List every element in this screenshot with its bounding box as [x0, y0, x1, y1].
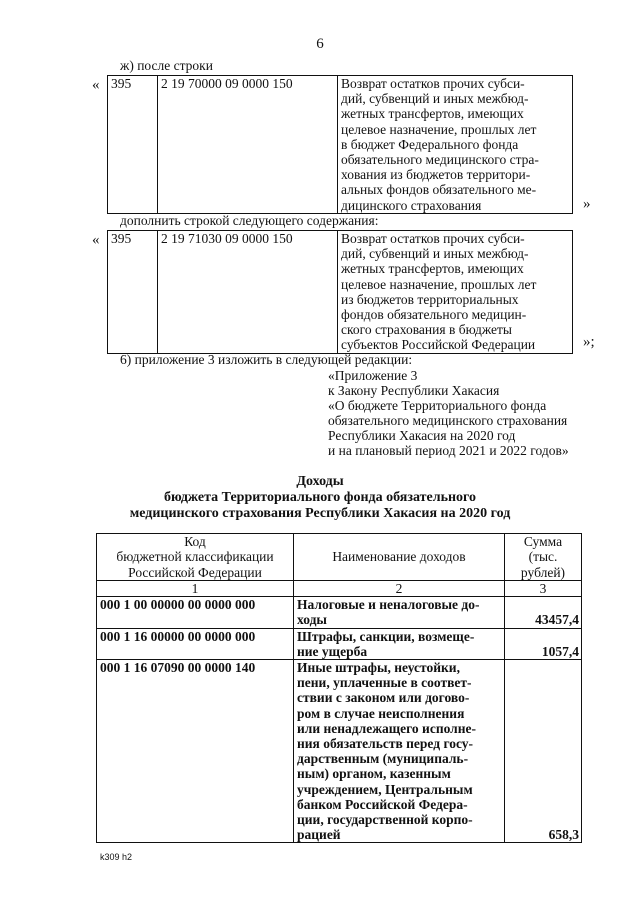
header-name: Наименование доходов	[294, 534, 505, 581]
table-row	[97, 660, 582, 843]
table-header-row	[97, 534, 582, 581]
table-row	[97, 597, 582, 628]
header-code: Код бюджетной классификации Российской Федерации	[97, 534, 294, 581]
row-code: 395	[108, 76, 158, 214]
col-number: 1	[97, 581, 294, 597]
row-amount: 43457,4	[505, 597, 582, 628]
open-quote: «	[92, 232, 100, 248]
row-name: Возврат остатков прочих субси- дий, субвенций и иных межбюд- жетных трансфертов, имеющих целевое назначение, прошлых лет в бюджет Федерального фонда обязательного медицинского стра- хования из бюджетов территори- альных фондов обязательного ме- дицинского страхования	[338, 76, 573, 214]
row-kbk: 2 19 70000 09 0000 150	[158, 76, 338, 214]
income-table	[96, 533, 582, 843]
row-name: Штрафы, санкции, возмеще- ние ущерба	[294, 628, 505, 659]
col-number: 3	[505, 581, 582, 597]
item-6: 6) приложение 3 изложить в следующей редакции:	[120, 352, 413, 367]
item-zh: ж) после строки	[120, 58, 213, 73]
row-name: Налоговые и неналоговые до- ходы	[294, 597, 505, 628]
footer-code: k309 h2	[100, 852, 133, 862]
column-number-row	[97, 581, 582, 597]
appendix-header: «Приложение 3 к Закону Республики Хакасия «О бюджете Территориального фонда обязательного медицинского страхования Республики Хакасия на 2020 год и на плановый период 2021 и 2022 годов»	[328, 368, 569, 458]
open-quote: «	[92, 77, 100, 93]
row-name: Иные штрафы, неустойки, пени, уплаченные в соответ- ствии с законом или догово- ром в случае неисполнения или ненадлежащего исполне- ния обязательств перед госу- дарственным (муниципаль- ным) органом, казенным учреждением, Центральным банком Российской Федера- ции, государственной корпо- рацией	[294, 660, 505, 843]
page-number: 6	[316, 36, 324, 52]
add-row-text: дополнить строкой следующего содержания:	[120, 213, 379, 228]
header-amount: Сумма (тыс. рублей)	[505, 534, 582, 581]
amendment-row-new	[107, 230, 573, 354]
row-code: 000 1 16 00000 00 0000 000	[97, 628, 294, 659]
col-number: 2	[294, 581, 505, 597]
close-quote: »;	[583, 334, 595, 350]
row-kbk: 2 19 71030 09 0000 150	[158, 231, 338, 354]
amendment-row-old	[107, 75, 573, 214]
row-amount: 658,3	[505, 660, 582, 843]
row-code: 000 1 00 00000 00 0000 000	[97, 597, 294, 628]
row-amount: 1057,4	[505, 628, 582, 659]
close-quote: »	[583, 196, 591, 212]
row-code: 000 1 16 07090 00 0000 140	[97, 660, 294, 843]
table-row	[97, 628, 582, 659]
row-code: 395	[108, 231, 158, 354]
row-name: Возврат остатков прочих субси- дий, субвенций и иных межбюд- жетных трансфертов, имеющих целевое назначение, прошлых лет из бюджетов территориальных фондов обязательного медицин- ского страхования в бюджеты субъектов Российской Федерации	[338, 231, 573, 354]
document-title: Доходы бюджета Территориального фонда обязательного медицинского страхования Республики Хакасия на 2020 год	[129, 474, 511, 521]
